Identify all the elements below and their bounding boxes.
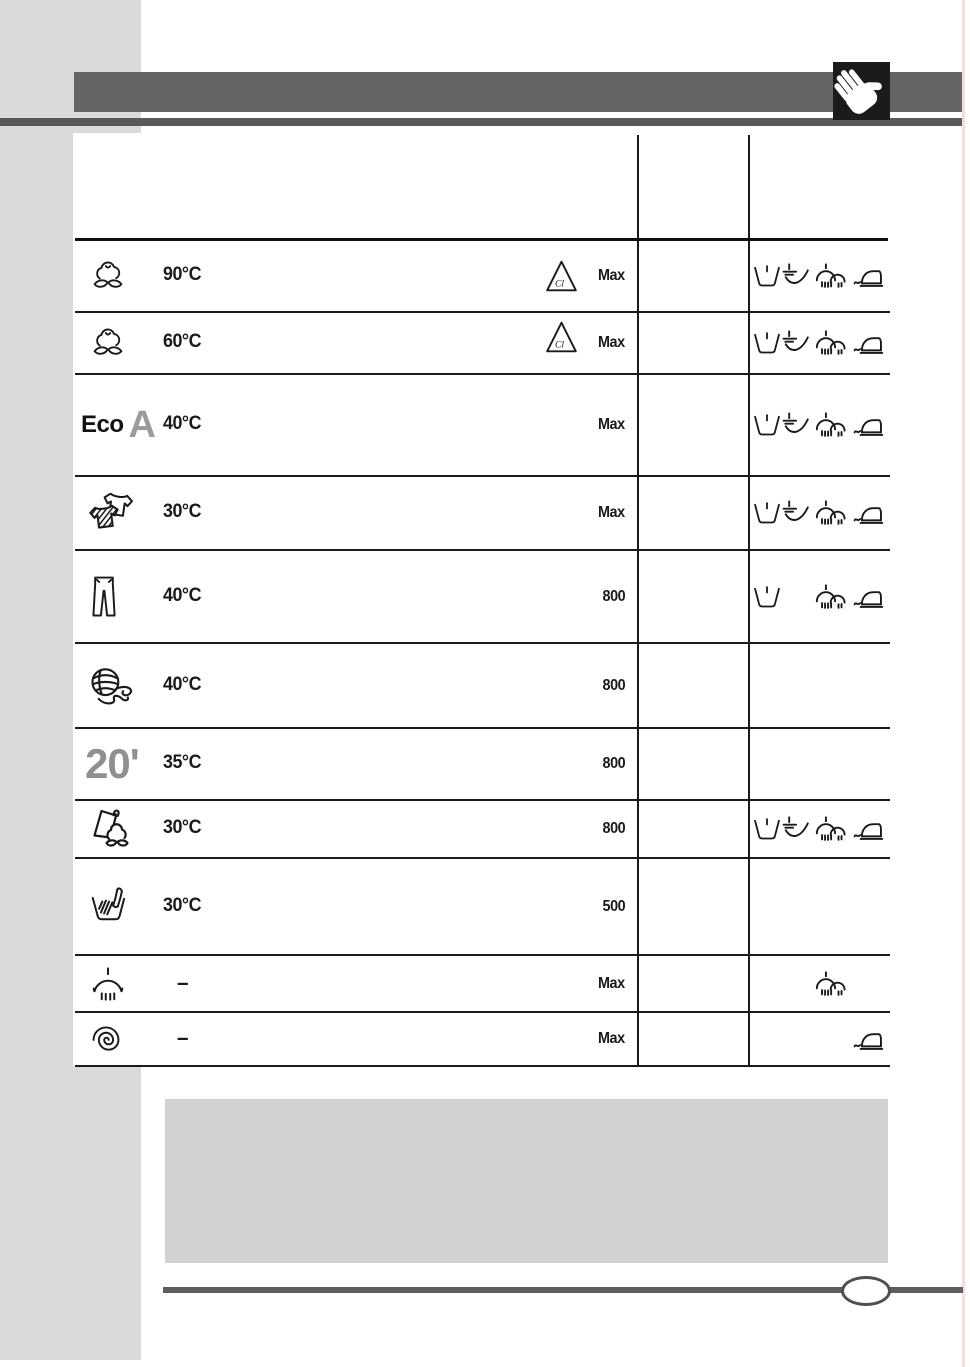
temperature-label: 40°C (163, 413, 202, 435)
delicates-icon (89, 806, 135, 852)
care-rinse-icon (781, 412, 813, 438)
temperature-label: 35°C (163, 752, 202, 774)
programme-row-eco-40 (75, 375, 890, 477)
temperature-label: 40°C (163, 673, 202, 695)
programme-cell (83, 551, 233, 642)
care-wash-icon (752, 816, 781, 842)
programme-row-trousers-40 (75, 551, 890, 644)
care-rinse-icon (781, 816, 813, 842)
page-edge-line (962, 0, 965, 1367)
care-dry-icon (813, 263, 851, 289)
temperature-label: 60°C (163, 331, 202, 353)
spin-speed-value: 500 (602, 897, 625, 915)
spin-speed-value: Max (598, 334, 625, 351)
care-rinse-icon (781, 500, 813, 526)
programme-row-drying (75, 956, 890, 1013)
care-dry-icon (813, 412, 851, 438)
spin-icon (89, 1023, 123, 1055)
care-rinse-icon (781, 263, 813, 289)
care-dry-icon (813, 330, 851, 356)
table-rows (75, 241, 890, 1067)
header-rule-line (0, 118, 963, 126)
temperature-label: 30°C (163, 501, 202, 523)
wool-icon (89, 664, 139, 708)
spin-speed-value: 800 (602, 676, 625, 694)
programme-cell (83, 477, 233, 549)
care-symbols-cell (752, 551, 890, 642)
temperature-label: – (177, 1024, 189, 1050)
bleach-triangle-icon (545, 313, 578, 373)
spin-speed-value: Max (598, 416, 625, 433)
programme-cell (83, 375, 233, 475)
care-iron-icon (851, 500, 890, 526)
care-symbols-cell (752, 801, 890, 857)
care-wash-icon (752, 584, 781, 610)
temperature-label: 30°C (163, 894, 202, 916)
quick-wash-label: 20' (85, 740, 139, 787)
programme-cell (83, 644, 233, 727)
temperature-label: 40°C (163, 584, 202, 606)
hand-icon (833, 62, 890, 120)
care-symbols-cell (752, 1013, 890, 1065)
programme-row-spin (75, 1013, 890, 1067)
bleach-triangle-icon (545, 241, 578, 311)
spin-speed-value: Max (598, 267, 625, 284)
care-dry-icon (813, 584, 851, 610)
care-symbols-cell (752, 241, 890, 311)
care-symbols-cell (752, 313, 890, 373)
care-wash-icon (752, 500, 781, 526)
care-rinse-icon (781, 330, 813, 356)
programme-row-cottons-90 (75, 241, 890, 313)
care-symbols-cell (752, 644, 890, 727)
sidebar-accent-bottom (0, 1066, 141, 1360)
programme-cell (83, 801, 233, 857)
spin-speed-value: 800 (602, 755, 625, 772)
programme-row-cottons-60 (75, 313, 890, 375)
programme-row-handwash-30 (75, 859, 890, 956)
care-wash-icon (752, 263, 781, 289)
care-dry-icon (813, 971, 851, 997)
trousers-icon (89, 571, 119, 623)
care-wash-icon (752, 412, 781, 438)
drying-icon (89, 967, 127, 1001)
spin-speed-value: Max (598, 974, 625, 992)
care-iron-icon (851, 263, 890, 289)
programme-cell (83, 859, 233, 954)
cotton-icon (89, 260, 127, 292)
care-symbols-cell (752, 375, 890, 475)
care-symbols-cell (752, 477, 890, 549)
programme-row-wool-40 (75, 644, 890, 729)
eco-programme-label: Eco A (81, 404, 156, 446)
programme-cell (83, 1013, 233, 1065)
care-iron-icon (851, 330, 890, 356)
temperature-label: – (177, 969, 189, 995)
sidebar-accent-middle (0, 133, 73, 1066)
care-wash-icon (752, 330, 781, 356)
programme-cell (83, 241, 233, 311)
care-iron-icon (851, 816, 890, 842)
temperature-label: 90°C (163, 264, 202, 286)
temperature-label: 30°C (163, 817, 202, 839)
programme-row-quick-20 (75, 729, 890, 801)
synthetics-icon (89, 493, 135, 533)
care-iron-icon (851, 584, 890, 610)
programme-cell (83, 729, 233, 799)
section-header-bar (74, 72, 963, 112)
care-symbols-cell (752, 956, 890, 1011)
care-symbols-cell (752, 729, 890, 799)
care-iron-icon (851, 1026, 890, 1052)
programme-cell (83, 313, 233, 373)
cotton-icon (89, 327, 127, 359)
care-symbols-cell (752, 859, 890, 954)
programme-row-delicates-30 (75, 801, 890, 859)
spin-speed-value: 800 (602, 820, 625, 837)
handwash-icon (89, 887, 131, 927)
programme-table (75, 135, 890, 1066)
programme-cell (83, 956, 233, 1011)
care-iron-icon (851, 412, 890, 438)
note-box (165, 1099, 888, 1263)
spin-speed-value: 800 (602, 587, 625, 605)
spin-speed-value: Max (598, 1030, 625, 1047)
spin-speed-value: Max (598, 504, 625, 521)
page-number-oval (841, 1276, 891, 1306)
sidebar-accent-top (0, 0, 141, 133)
care-dry-icon (813, 816, 851, 842)
programme-row-synthetics-30 (75, 477, 890, 551)
care-dry-icon (813, 500, 851, 526)
